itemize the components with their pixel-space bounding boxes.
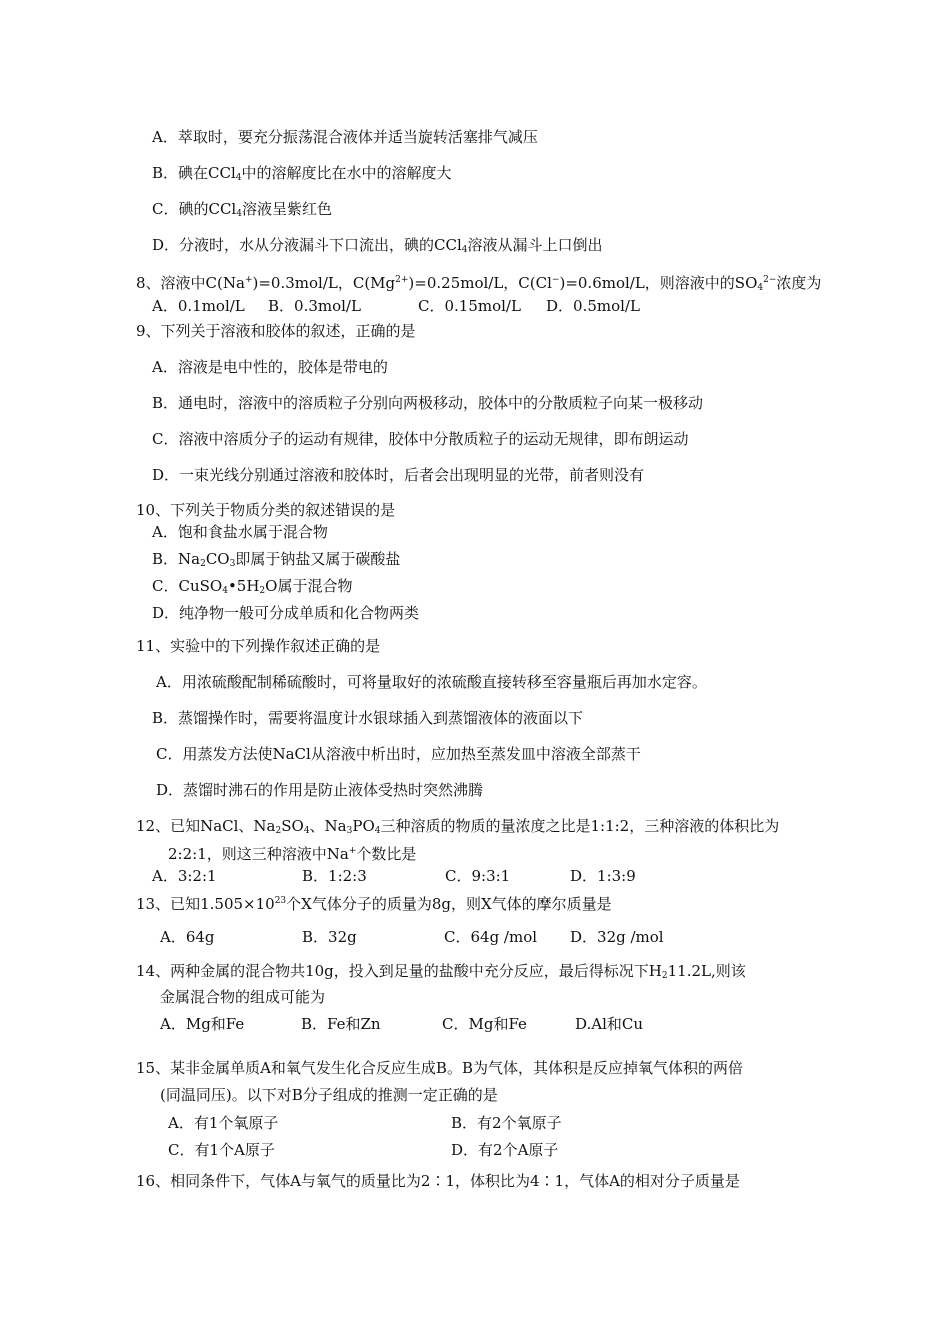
- q8-option-c: C．0.15mol/L: [418, 297, 521, 315]
- q15-stem: 15、某非金属单质A和氧气发生化合反应生成B。B为气体，其体积是反应掉氧气体积的两倍: [136, 1059, 743, 1077]
- q15-option-b: B．有2个氧原子: [451, 1114, 562, 1132]
- q14-option-d: D.Al和Cu: [575, 1015, 644, 1033]
- q12-option-c: C．9:3:1: [445, 867, 511, 885]
- q8-option-b: B．0.3mol/L: [268, 297, 361, 315]
- q10-stem: 10、下列关于物质分类的叙述错误的是: [136, 501, 396, 519]
- q10-option-a: A．饱和食盐水属于混合物: [152, 523, 328, 541]
- q16-stem: 16、相同条件下，气体A与氧气的质量比为2∶1，体积比为4∶1，气体A的相对分子质量是: [136, 1172, 740, 1190]
- q9-option-c: C．溶液中溶质分子的运动有规律，胶体中分散质粒子的运动无规律，即布朗运动: [152, 430, 689, 448]
- q11-option-d: D．蒸馏时沸石的作用是防止液体受热时突然沸腾: [156, 781, 484, 799]
- q8-option-a: A．0.1mol/L: [152, 297, 245, 315]
- q13-option-d: D．32g /mol: [570, 928, 664, 946]
- q11-option-c: C．用蒸发方法使NaCl从溶液中析出时，应加热至蒸发皿中溶液全部蒸干: [156, 745, 641, 763]
- q10-option-c: C．$CuSO_4•5H_2O$属于混合物: [152, 577, 353, 596]
- q8-stem: 8、溶液中C(Na+)=0.3mol/L，$C(Mg^{2+})=0.25mol/L$，C(Cl−)=0.6mol/L，则溶液中的$SO_4^{2-}$浓度为: [136, 274, 822, 293]
- q14-stem: 14、两种金属的混合物共10g，投入到足量的盐酸中充分反应，最后得标况下$H_211.2L$,则该: [136, 962, 746, 981]
- q13-option-b: B．32g: [302, 928, 357, 946]
- q15-stem-line2: (同温同压)。以下对B分子组成的推测一定正确的是: [160, 1086, 498, 1104]
- q14-option-b: B．Fe和Zn: [301, 1015, 381, 1033]
- q14-option-a: A．Mg和Fe: [160, 1015, 245, 1033]
- q13-option-c: C．64g /mol: [444, 928, 538, 946]
- q11-stem: 11、实验中的下列操作叙述正确的是: [136, 637, 381, 655]
- q7-option-c: C．碘的CCl$_4$溶液呈紫红色: [152, 200, 332, 219]
- q7-option-d: D．分液时，水从分液漏斗下口流出，碘的CCl$_4$溶液从漏斗上口倒出: [152, 236, 603, 255]
- q11-option-b: B．蒸馏操作时，需要将温度计水银球插入到蒸馏液体的液面以下: [152, 709, 584, 727]
- q15-option-a: A．有1个氧原子: [168, 1114, 279, 1132]
- q9-stem: 9、下列关于溶液和胶体的叙述，正确的是: [136, 322, 416, 340]
- q7-option-b: B．碘在CCl$_4$中的溶解度比在水中的溶解度大: [152, 164, 452, 183]
- q15-option-c: C．有1个A原子: [168, 1141, 275, 1159]
- q12-option-d: D．1:3:9: [570, 867, 636, 885]
- q10-option-d: D．纯净物一般可分成单质和化合物两类: [152, 604, 420, 622]
- q13-stem: 13、已知$1.505\times 10^{23}$个X气体分子的质量为8g，则X气体的摩尔质量是: [136, 895, 612, 913]
- q14-stem-line2: 金属混合物的组成可能为: [160, 988, 326, 1006]
- q9-option-d: D．一束光线分别通过溶液和胶体时，后者会出现明显的光带，前者则没有: [152, 466, 645, 484]
- q12-stem-line2: 2:2:1，则这三种溶液中Na+个数比是: [168, 845, 417, 863]
- q8-option-d: D．0.5mol/L: [546, 297, 640, 315]
- q15-option-d: D．有2个A原子: [451, 1141, 559, 1159]
- q14-option-c: C．Mg和Fe: [442, 1015, 527, 1033]
- q7-option-a: A．萃取时，要充分振荡混合液体并适当旋转活塞排气减压: [152, 128, 538, 146]
- q12-option-b: B．1:2:3: [302, 867, 367, 885]
- q11-option-a: A．用浓硫酸配制稀硫酸时，可将量取好的浓硫酸直接转移至容量瓶后再加水定容。: [156, 673, 707, 691]
- q9-option-a: A．溶液是电中性的，胶体是带电的: [152, 358, 388, 376]
- q13-option-a: A．64g: [160, 928, 215, 946]
- q10-option-b: B．$Na_2CO_3$即属于钠盐又属于碳酸盐: [152, 550, 401, 569]
- q9-option-b: B．通电时，溶液中的溶质粒子分别向两极移动，胶体中的分散质粒子向某一极移动: [152, 394, 704, 412]
- q12-stem: 12、已知NaCl、$Na_2SO_4$、$Na_3PO_4$三种溶质的物质的量浓度之比是1:1:2，三种溶液的体积比为: [136, 817, 780, 836]
- q12-option-a: A．3:2:1: [152, 867, 217, 885]
